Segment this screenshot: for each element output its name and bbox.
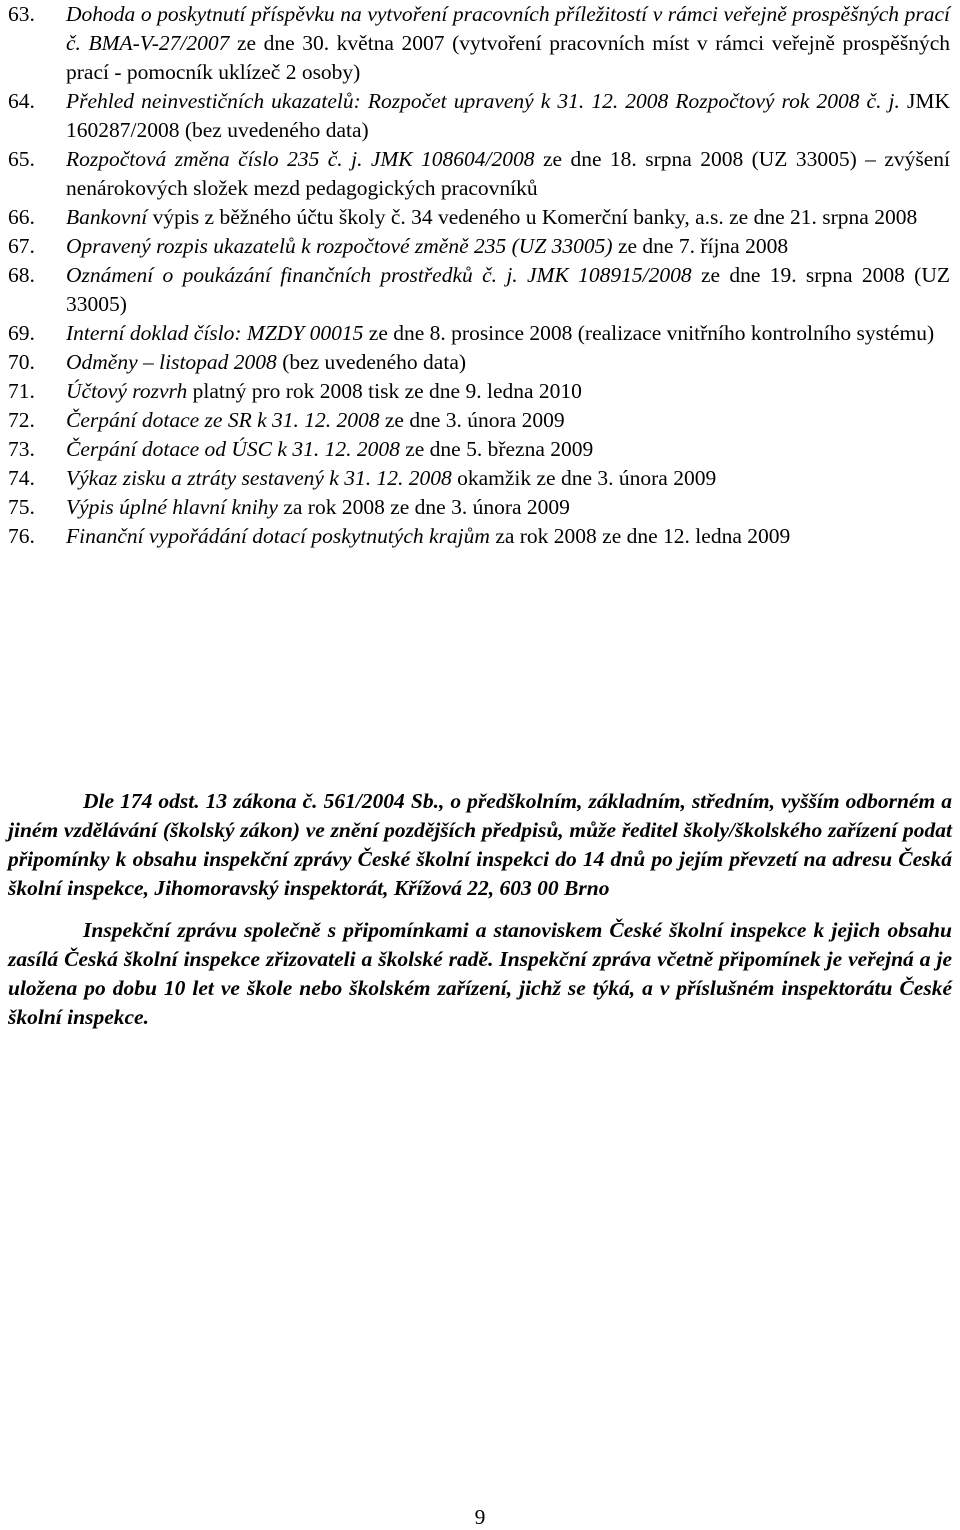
list-item-number: 65. xyxy=(8,147,35,171)
list-item-number: 67. xyxy=(8,234,35,258)
list-item-detail: ze dne 18. srpna 2008 (UZ 33005) – zvýšení nenárokových složek mezd pedagogických pracovníků xyxy=(66,147,951,200)
list-item-number: 75. xyxy=(8,495,35,519)
list-item-detail: platný pro rok 2008 tisk ze dne 9. ledna 2010 xyxy=(187,379,582,403)
list-item-title: Interní doklad číslo: MZDY 00015 xyxy=(66,321,364,345)
list-item-title: Oznámení o poukázání finančních prostředků č. j. JMK 108915/2008 xyxy=(66,263,692,287)
list-item-detail: (bez uvedeného data) xyxy=(276,350,467,374)
list-item-detail: okamžik ze dne 3. února 2009 xyxy=(451,466,717,490)
list-item-title: Čerpání dotace ze SR k 31. 12. 2008 xyxy=(66,408,380,432)
list-item-title: Čerpání dotace od ÚSC k 31. 12. 2008 xyxy=(66,437,400,461)
list-item-title: Výpis úplné hlavní knihy xyxy=(66,495,278,519)
list-item-detail: ze dne 5. března 2009 xyxy=(399,437,594,461)
list-item-title: Účtový rozvrh xyxy=(66,379,188,403)
notice-paragraph: Inspekční zprávu společně s připomínkami a stanoviskem České školní inspekce k jejich obsahu zasílá Česká školní inspekce zřizovateli a školské radě. Inspekční zpráva včetně připomínek je veřejná a je uložena po dobu 10 let ve škole nebo školském zařízení, jichž se týká, a v příslušném inspektorátu České školní inspekce. xyxy=(8,918,952,1029)
list-item-number: 63. xyxy=(8,2,35,26)
list-item-number: 70. xyxy=(8,350,35,374)
list-item-title: Přehled neinvestičních ukazatelů: Rozpočet upravený k 31. 12. 2008 Rozpočtový rok 2008 č. j. xyxy=(66,89,900,113)
list-item xyxy=(0,377,960,406)
list-item-detail: ze dne 3. února 2009 xyxy=(379,408,565,432)
list-item-title: Dohoda o poskytnutí příspěvku na vytvoření pracovních příležitostí v rámci veřejně prospěšných prací č. BMA-V-27/2007 xyxy=(66,2,950,55)
list-item-number: 66. xyxy=(8,205,35,229)
list-item-title: Opravený rozpis ukazatelů k rozpočtové změně 235 (UZ 33005) xyxy=(66,234,613,258)
list-item-title: Odměny – listopad 2008 xyxy=(66,350,277,374)
list-item xyxy=(0,203,960,232)
list-item xyxy=(0,232,960,261)
list-item xyxy=(0,493,960,522)
list-item xyxy=(0,0,960,87)
list-item xyxy=(0,406,960,435)
list-item-title: Rozpočtová změna číslo 235 č. j. JMK 108604/2008 xyxy=(66,147,535,171)
list-item-detail: ze dne 30. května 2007 (vytvoření pracovních míst v rámci veřejně prospěšných prací - pomocník uklízeč 2 osoby) xyxy=(66,31,950,84)
list-item-detail: za rok 2008 ze dne 3. února 2009 xyxy=(277,495,570,519)
list-item-number: 76. xyxy=(8,524,35,548)
list-item-title: Výkaz zisku a ztráty sestavený k 31. 12. 2008 xyxy=(66,466,452,490)
legal-notice xyxy=(8,787,952,1032)
list-item xyxy=(0,261,960,319)
page-number: 9 xyxy=(474,1505,486,1529)
list-item xyxy=(0,435,960,464)
list-item xyxy=(0,145,960,203)
list-item-title: Bankovní xyxy=(66,205,148,229)
list-item-detail: ze dne 19. srpna 2008 (UZ 33005) xyxy=(66,263,950,316)
list-item xyxy=(0,464,960,493)
list-item-detail: ze dne 8. prosince 2008 (realizace vnitřního kontrolního systému) xyxy=(363,321,935,345)
document-list xyxy=(0,0,960,551)
notice-paragraph: Dle 174 odst. 13 zákona č. 561/2004 Sb., o předškolním, základním, středním, vyšším odborném a jiném vzdělávání (školský zákon) ve znění pozdějších předpisů, může ředitel školy/školského zařízení podat připomínky k obsahu inspekční zprávy České školní inspekci do 14 dnů po jejím převzetí na adresu Česká školní inspekce, Jihomoravský inspektorát, Křížová 22, 603 00 Brno xyxy=(8,789,952,900)
list-item-number: 64. xyxy=(8,89,35,113)
list-item xyxy=(0,87,960,145)
list-item-number: 72. xyxy=(8,408,35,432)
list-item-detail: za rok 2008 ze dne 12. ledna 2009 xyxy=(489,524,791,548)
list-item xyxy=(0,348,960,377)
list-item-number: 68. xyxy=(8,263,35,287)
list-item-number: 69. xyxy=(8,321,35,345)
list-item xyxy=(0,319,960,348)
list-item-detail: ze dne 7. října 2008 xyxy=(612,234,789,258)
list-item-number: 74. xyxy=(8,466,35,490)
list-item xyxy=(0,522,960,551)
list-item-title: Finanční vypořádání dotací poskytnutých krajům xyxy=(66,524,490,548)
list-item-number: 71. xyxy=(8,379,35,403)
list-item-number: 73. xyxy=(8,437,35,461)
list-item-detail: JMK 160287/2008 (bez uvedeného data) xyxy=(66,89,950,142)
list-item-detail: výpis z běžného účtu školy č. 34 vedeného u Komerční banky, a.s. ze dne 21. srpna 2008 xyxy=(147,205,918,229)
